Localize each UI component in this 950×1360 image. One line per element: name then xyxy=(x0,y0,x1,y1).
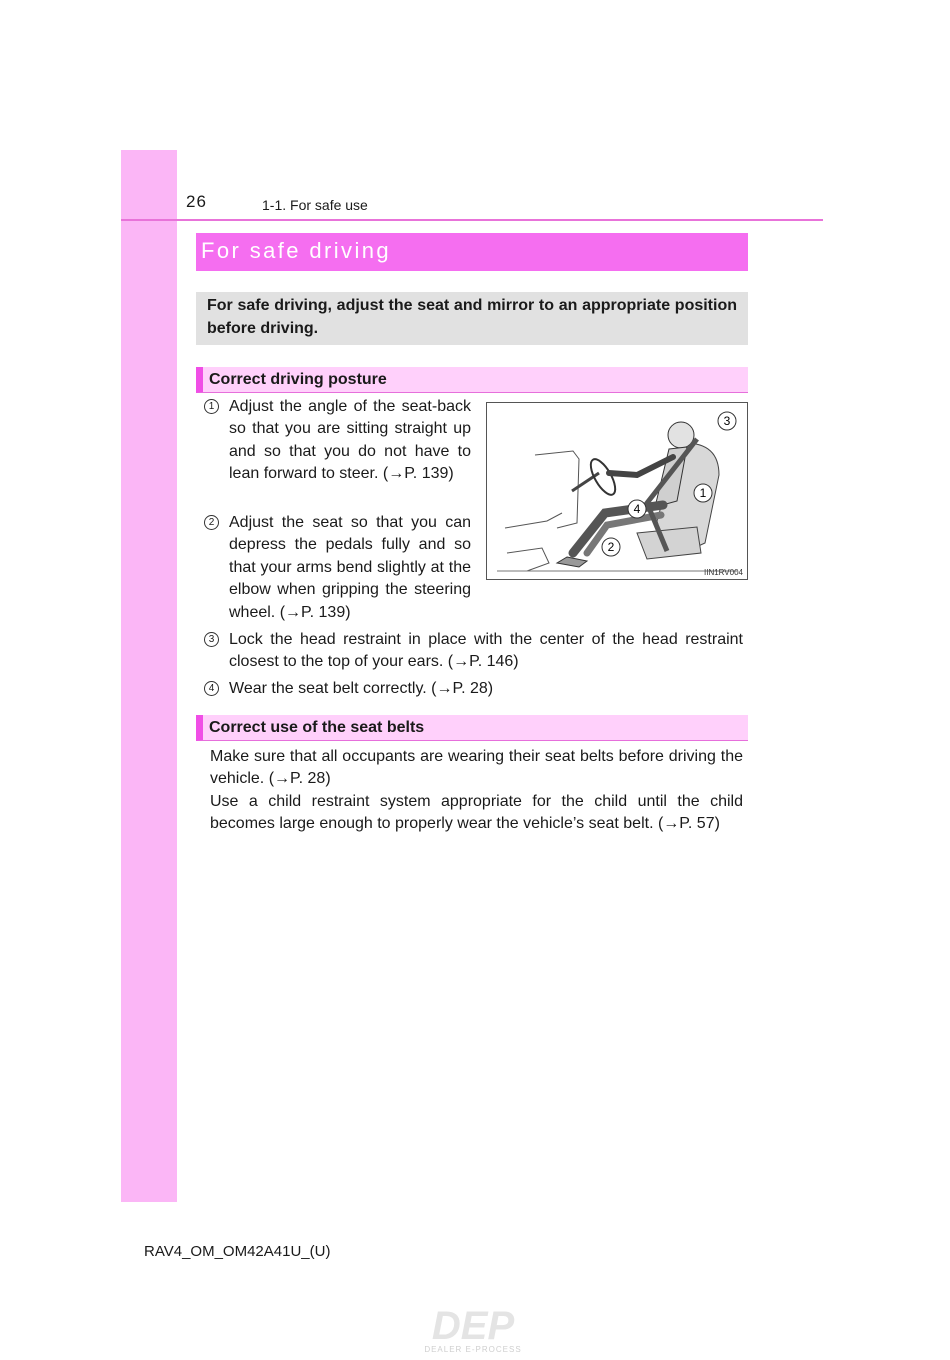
item-text: Adjust the seat so that you can depress the pedals fully and so that your arms bend slightly at the elbow when gripping the steering wheel. (→P. 139) xyxy=(229,514,471,621)
document-code: RAV4_OM_OM42A41U_(U) xyxy=(144,1243,331,1260)
logo-tagline: DEALER E-PROCESS xyxy=(424,1345,522,1354)
header-rule xyxy=(121,219,823,221)
subheading-driving-posture: Correct driving posture xyxy=(196,367,748,393)
dep-watermark-logo xyxy=(408,1305,538,1355)
callout-2: 2 xyxy=(607,540,615,554)
item-number-circle: 2 xyxy=(204,515,219,530)
item-text: Lock the head restraint in place with the center of the head restraint closest to the top of your ears. (→P. 146) xyxy=(229,631,743,671)
intro-text: For safe driving, adjust the seat and mirror to an appropriate position before driving. xyxy=(207,297,737,337)
item-number-circle: 4 xyxy=(204,681,219,696)
item-text: Wear the seat belt correctly. (→P. 28) xyxy=(229,680,494,697)
page-title: For safe driving xyxy=(196,233,748,271)
figure-code: IIN1RV004 xyxy=(704,568,743,577)
logo-text: DEP xyxy=(431,1305,515,1348)
seatbelt-paragraph: Make sure that all occupants are wearing their seat belts before driving the vehicle. (→P. 28) xyxy=(210,748,743,788)
seatbelt-paragraph: Use a child restraint system appropriate for the child until the child becomes large enough to properly wear the vehicle’s seat belt. (→P. 57) xyxy=(210,793,743,833)
item-number-circle: 1 xyxy=(204,399,219,414)
sidebar-accent xyxy=(121,150,177,1202)
item-number-circle: 3 xyxy=(204,632,219,647)
driving-posture-illustration xyxy=(486,402,748,580)
callout-3: 3 xyxy=(723,414,731,428)
item-text: Adjust the angle of the seat-back so that you are sitting straight up and so that you do not have to lean forward to steer. (→P. 139) xyxy=(229,398,471,483)
intro-box xyxy=(196,292,748,345)
section-reference: 1-1. For safe use xyxy=(262,197,368,213)
callout-4: 4 xyxy=(633,502,641,516)
subheading-seat-belts: Correct use of the seat belts xyxy=(196,715,748,741)
page-number: 26 xyxy=(186,192,207,211)
callout-1: 1 xyxy=(699,486,707,500)
